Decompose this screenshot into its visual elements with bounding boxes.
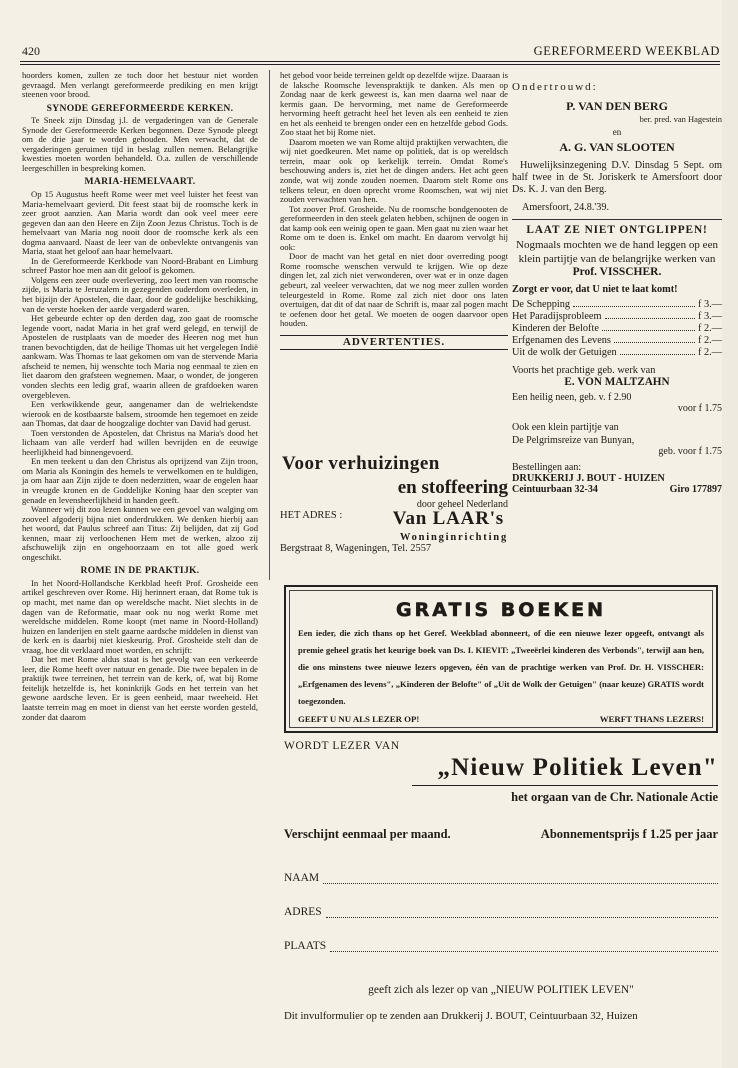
- gratis-text: Een ieder, die zich thans op het Geref. Weekblad abonneert, of die een nieuwe lezer opgeeft, ontvangt als premie geheel gratis het keurige boek van Ds. I. KIEVIT: „Tweeërlei kinderen des Verbonds", terwijl aan hen, die ons minstens twee nieuwe lezers opgeven, één van de prachtige werken van Prof. Dr. H. VISSCHER: „Erfgenamen des levens", „Kinderen der Belofte" of „Uit de Wolk der Getuigen" (naar keuze) GRATIS wordt toegezonden.: [298, 628, 704, 706]
- book-item: Kinderen der Belofte f 2.—: [512, 323, 722, 334]
- advertenties-banner: [280, 335, 508, 351]
- printer-name: DRUKKERIJ J. BOUT - HUIZEN: [512, 473, 665, 484]
- article-paragraph: En men teekent u dan den Christus als oprijzend van Zijn troon, om Maria als Koningin des hemels te verwelkomen en te huldigen, ja om haar aan Zijn zijde te doen nederzitten, waar de engelen haar in vreugde kronen en de Goddelijke Koning haar den scepter van genade en levensheerlijkheid in handen geeft.: [22, 456, 258, 505]
- article-paragraph: Wanneer wij dit zoo lezen kunnen we een gevoel van walging om zooveel afgoderij bijna niet onderdrukken. We denken hierbij aan het woord, dat Paulus schreef aan Titus: Zij belijden, dat zij God kennen, maar zij verloochenen Hem met de werken, alzoo zij afschuwelijk zijn en ongehoorzaam en tot alle goed werk ongeschikt.: [22, 504, 258, 562]
- naam-field[interactable]: [284, 872, 718, 884]
- form-info-row: [284, 827, 718, 842]
- ondertrouwd-heading: Ondertrouwd:: [512, 81, 598, 93]
- gratis-left-cta: GEEFT U NU ALS LEZER OP!: [298, 714, 420, 724]
- book3-line2: geb. voor f 1.75: [658, 446, 722, 457]
- form-footer: Dit invulformulier op te zenden aan Drukkerij J. BOUT, Ceintuurbaan 32, Huizen: [284, 1010, 638, 1022]
- form-verschijnt: Verschijnt eenmaal per maand.: [284, 827, 451, 841]
- printer-address: Ceintuurbaan 32-34: [512, 484, 598, 495]
- advert-line-3: door geheel Nederland: [416, 499, 508, 510]
- book2-line1: Een heilig neen, geb. v. f 2.90: [512, 392, 632, 403]
- advert-line-1: Voor verhuizingen: [282, 453, 440, 474]
- author-maltzahn: E. VON MALTZAHN: [564, 376, 670, 388]
- article-paragraph: In de Gereformeerde Kerkbode van Noord-Brabant en Limburg schreef Pastor hoe men aan dit geloof is gekomen.: [22, 255, 258, 276]
- page-edge: [722, 0, 738, 1068]
- form-abonnement: Abonnementsprijs f 1.25 per jaar: [540, 827, 718, 841]
- advert-van-laar: [282, 453, 508, 554]
- author-visscher: Prof. VISSCHER.: [572, 266, 662, 278]
- wedding-text: Huwelijksinzegening D.V. Dinsdag 5 Sept. om half twee in de St. Joriskerk te Amersfoort door Ds. K. J. van den Berg.: [512, 160, 722, 195]
- article-heading-synode: SYNODE GEREFORMEERDE KERKEN.: [46, 102, 234, 114]
- article-heading-rome: ROME IN DE PRAKTIJK.: [80, 565, 200, 577]
- column-divider: [269, 70, 270, 580]
- plaats-field[interactable]: [284, 940, 718, 952]
- advert-address: Bergstraat 8, Wageningen, Tel. 2557: [280, 543, 432, 554]
- article-paragraph: Daarom moeten we van Rome altijd praktijken verwachten, die wij niet goedkeuren. Met name op politiek, dat is op wereldsch terrein, maar ook op kerkelijk terrein. Omdat Rome's beschouwing anders is, ziet het de dingen anders. Het acht geen zonde, wat wij zonde zouden noemen. Daarom stelt Rome ons telkens teleur, en doen oprecht vrome Roomschen, wat wij niet zouden verwachten van hen.: [280, 136, 508, 205]
- groom-sub: ber. pred. van Hagestein: [639, 114, 722, 124]
- advert-company: Van LAAR's: [392, 508, 504, 529]
- column-3: [512, 71, 722, 495]
- voorts-text: Voorts het prachtige geb. werk van: [512, 365, 656, 376]
- page-header: [20, 44, 720, 60]
- zorgt-call: Zorgt er voor, dat U niet te laat komt!: [512, 284, 678, 295]
- article-paragraph: Door de macht van het getal en niet door overreding poogt Rome roomsche wenschen verwuld te krijgen. Wie op deze dingen let, zal zich niet verwonderen, over wat er in onze dagen gebeurt, zal veeleer verwachten, dat we nog meer zullen worden teleurgesteld in Rome. Rome zal zich niet door ons laten overtuigen, dat dit of dat naar de Schrift is, maar zal pogen macht te oefenen door het getal. We moeten de oogen daarvoor open houden.: [280, 251, 508, 329]
- subscription-form: [284, 740, 718, 1022]
- header-rule: [20, 61, 720, 62]
- gratis-cta-row: [290, 714, 712, 724]
- gratis-boeken-box: [284, 585, 718, 733]
- ook-text: Ook een klein partijtje van: [512, 422, 619, 433]
- header-rule-thin: [20, 64, 720, 65]
- advert-company-sub: Woninginrichting: [399, 532, 508, 543]
- naam-label: NAAM: [284, 872, 320, 884]
- book3-line1: De Pelgrimsreize van Bunyan,: [512, 435, 635, 446]
- bride-name: A. G. VAN SLOOTEN: [559, 140, 675, 154]
- article-paragraph: In het Noord-Hollandsche Kerkblad heeft Prof. Grosheide een artikel geschreven over Rome. Hij herinnert eraan, dat Rome tuk is op macht, met name dan op wereldsche macht. Niet slechts in de dagen van de Reformatie, maar ook nu nog werkt Rome met wereldsche middelen. Rome koopt (met name in Noord-Holland) huizen en landerijen en stelt gaarne aardsche middelen in dienst van de kerk en is daarbij niet kieskeurig. Prof. Grosheide stelt dan de vraag, hoe dit verklaard moet worden, en schrijft:: [22, 577, 258, 655]
- article-paragraph: Tot zoover Prof. Grosheide. Nu de roomsche bondgenooten de gereformeerden in den steek gelaten hebben, schijnen de oogen in dat kamp ook een weinig open te gaan. Men gaat nu zien waar het Rome om te doen is. Enkel om macht. En daarom vervolgt hij ook:: [280, 203, 508, 252]
- article-paragraph: Toen verstonden de Apostelen, dat Christus na Maria's dood het lichaam van alle verderf had willen bevrijden en de eeuwige heerlijkheid had binnengevoerd.: [22, 427, 258, 457]
- advert-het-adres: HET ADRES :: [280, 510, 343, 521]
- book-item: De Schepping f 3.—: [512, 299, 722, 310]
- article-paragraph: Op 15 Augustus heeft Rome weer met veel luister het feest van Maria-hemelvaart gevierd. Dit feest staat bij de roomsche kerk in zeer groot aanzien. Aan Maria wordt dan ook veel meer eere gegeven dan aan den Heere en Zijn Zoon Jezus Christus. Toch is de hemelvaart van Maria nog nooit door de roomsche kerk als een dogma aanvaard. Naast de leer van de onbevlekte ontvangenis van Maria, staat het geloof aan haar hemelvaart.: [22, 189, 258, 257]
- printer-contact: [512, 484, 722, 495]
- book-item: Het Paradijsprobleem f 3.—: [512, 311, 722, 322]
- bestellingen-text: Bestellingen aan:: [512, 462, 582, 473]
- wedding-place-date: Amersfoort, 24.8.'39.: [522, 202, 610, 213]
- gratis-title: GRATIS BOEKEN: [396, 599, 606, 621]
- book-item: Erfgenamen des Levens f 2.—: [512, 335, 722, 346]
- article-paragraph: Een verkwikkende geur, aangenamer dan de welriekendste wierook en de kostbaarste balsem, stroomde hen tegemoet en zeide aan Thomas, dat daar de hoogzalige dochter van David had gerust.: [22, 399, 258, 429]
- advert-line-2: en stoffeering: [397, 477, 508, 498]
- adres-label: ADRES: [284, 906, 322, 918]
- form-subtitle: het orgaan van de Chr. Nationale Actie: [511, 790, 718, 804]
- column-2: [280, 71, 508, 350]
- column-1: [22, 71, 258, 722]
- article-paragraph: Te Sneek zijn Dinsdag j.l. de vergaderingen van de Generale Synode der Gereformeerde Kerken begonnen. Deze Synode pleegt om de drie jaar te worden gehouden. Men verwacht, dat de vergaderingen geruimen tijd in beslag zullen nemen. Belangrijke kwesties moeten worden behandeld. O.a. zullen de verschillende leergeschillen in bespreking komen.: [22, 115, 258, 173]
- publication-title: GEREFORMEERD WEEKBLAD: [533, 44, 720, 58]
- book2-line2: voor f 1.75: [677, 403, 722, 414]
- book-list: [512, 299, 722, 359]
- article-paragraph: Volgens een zeer oude overlevering, zoo leert men van roomsche zijde, is Maria te Jeruzalem in gezegenden ouderdom overleden, in het bijzijn der Apostelen, die daar, door de goddelijke beschikking, van de verste hoeken der aarde vergaderd waren.: [22, 274, 258, 314]
- article-paragraph: hoorders komen, zullen ze toch door het bestuur niet worden gevraagd. Men verlangt gereformeerde prediking en men krijgt steenen voor brood.: [22, 70, 258, 100]
- laat-ze-intro: Nogmaals mochten we de hand leggen op een klein partijtje van de belangrijke werken van: [516, 239, 718, 265]
- advertenties-heading: ADVERTENTIES.: [342, 335, 446, 348]
- adres-field[interactable]: [284, 906, 718, 918]
- plaats-label: PLAATS: [284, 940, 327, 952]
- gratis-right-cta: WERFT THANS LEZERS!: [599, 714, 704, 724]
- groom-name: P. VAN DEN BERG: [566, 99, 668, 113]
- form-geeft: geeft zich als lezer op van „NIEUW POLITIEK LEVEN": [368, 984, 634, 996]
- wordt-lezer-label: WORDT LEZER VAN: [284, 740, 400, 752]
- laat-ze-heading: LAAT ZE NIET ONTGLIPPEN!: [526, 224, 708, 236]
- book-item: Uit de wolk der Getuigen f 2.—: [512, 347, 722, 358]
- en-word: en: [612, 127, 622, 137]
- article-heading-maria: MARIA-HEMELVAART.: [84, 176, 196, 188]
- form-title: „Nieuw Politiek Leven": [437, 754, 718, 781]
- article-paragraph: het gebod voor beide terreinen geldt op dezelfde wijze. Daaraan is de laksche Roomsche levenspraktijk te danken. Als men op Zondag naar de kerk geweest is, kan men daarna wel naar de kermis gaan. De hervorming, met name de Gereformeerde hervorming heeft getracht heel het leven als een eenheid te zien en het als eenheid te brengen onder een en hetzelfde gebod Gods. Zoo staat het bij Rome niet.: [280, 70, 508, 138]
- printer-giro: Giro 177897: [669, 484, 722, 495]
- page-number: 420: [22, 44, 40, 58]
- article-paragraph: Het gebeurde echter op den derden dag, zoo gaat de roomsche legende voort, nadat Maria in het graf werd gelegd, en terwijl de Apostelen de rustplaats van de moeder des Heeren nog met hun tranen bevochtigden, dat de heilige Thomas uit het vergelegen Indië aankwam. Was Thomas te laat gekomen om van de stervende Maria afscheid te nemen, hij wenschte toch Maria nog eenmaal te zien en liet daarom den grafsteen wegnemen. Maar, o wonder, de jongeren vonden slechts een ledig graf, waarin alleen de grafdoeken waren overgebleven.: [22, 313, 258, 400]
- article-paragraph: Dat het met Rome aldus staat is het gevolg van een verkeerde leer, die Rome heeft over natuur en genade. Die twee bepalen in de praktijk twee terreinen, het terrein van de kerk, of, wat bij Rome feitelijk hetzelfde is, het koninkrijk Gods en het terrein van het gewone aardsche leven. Er is geen eenheid, maar tweeheid. Het laatste terrein mag en moet in dienst van het eerste worden gesteld, zonder dat daarom: [22, 654, 258, 722]
